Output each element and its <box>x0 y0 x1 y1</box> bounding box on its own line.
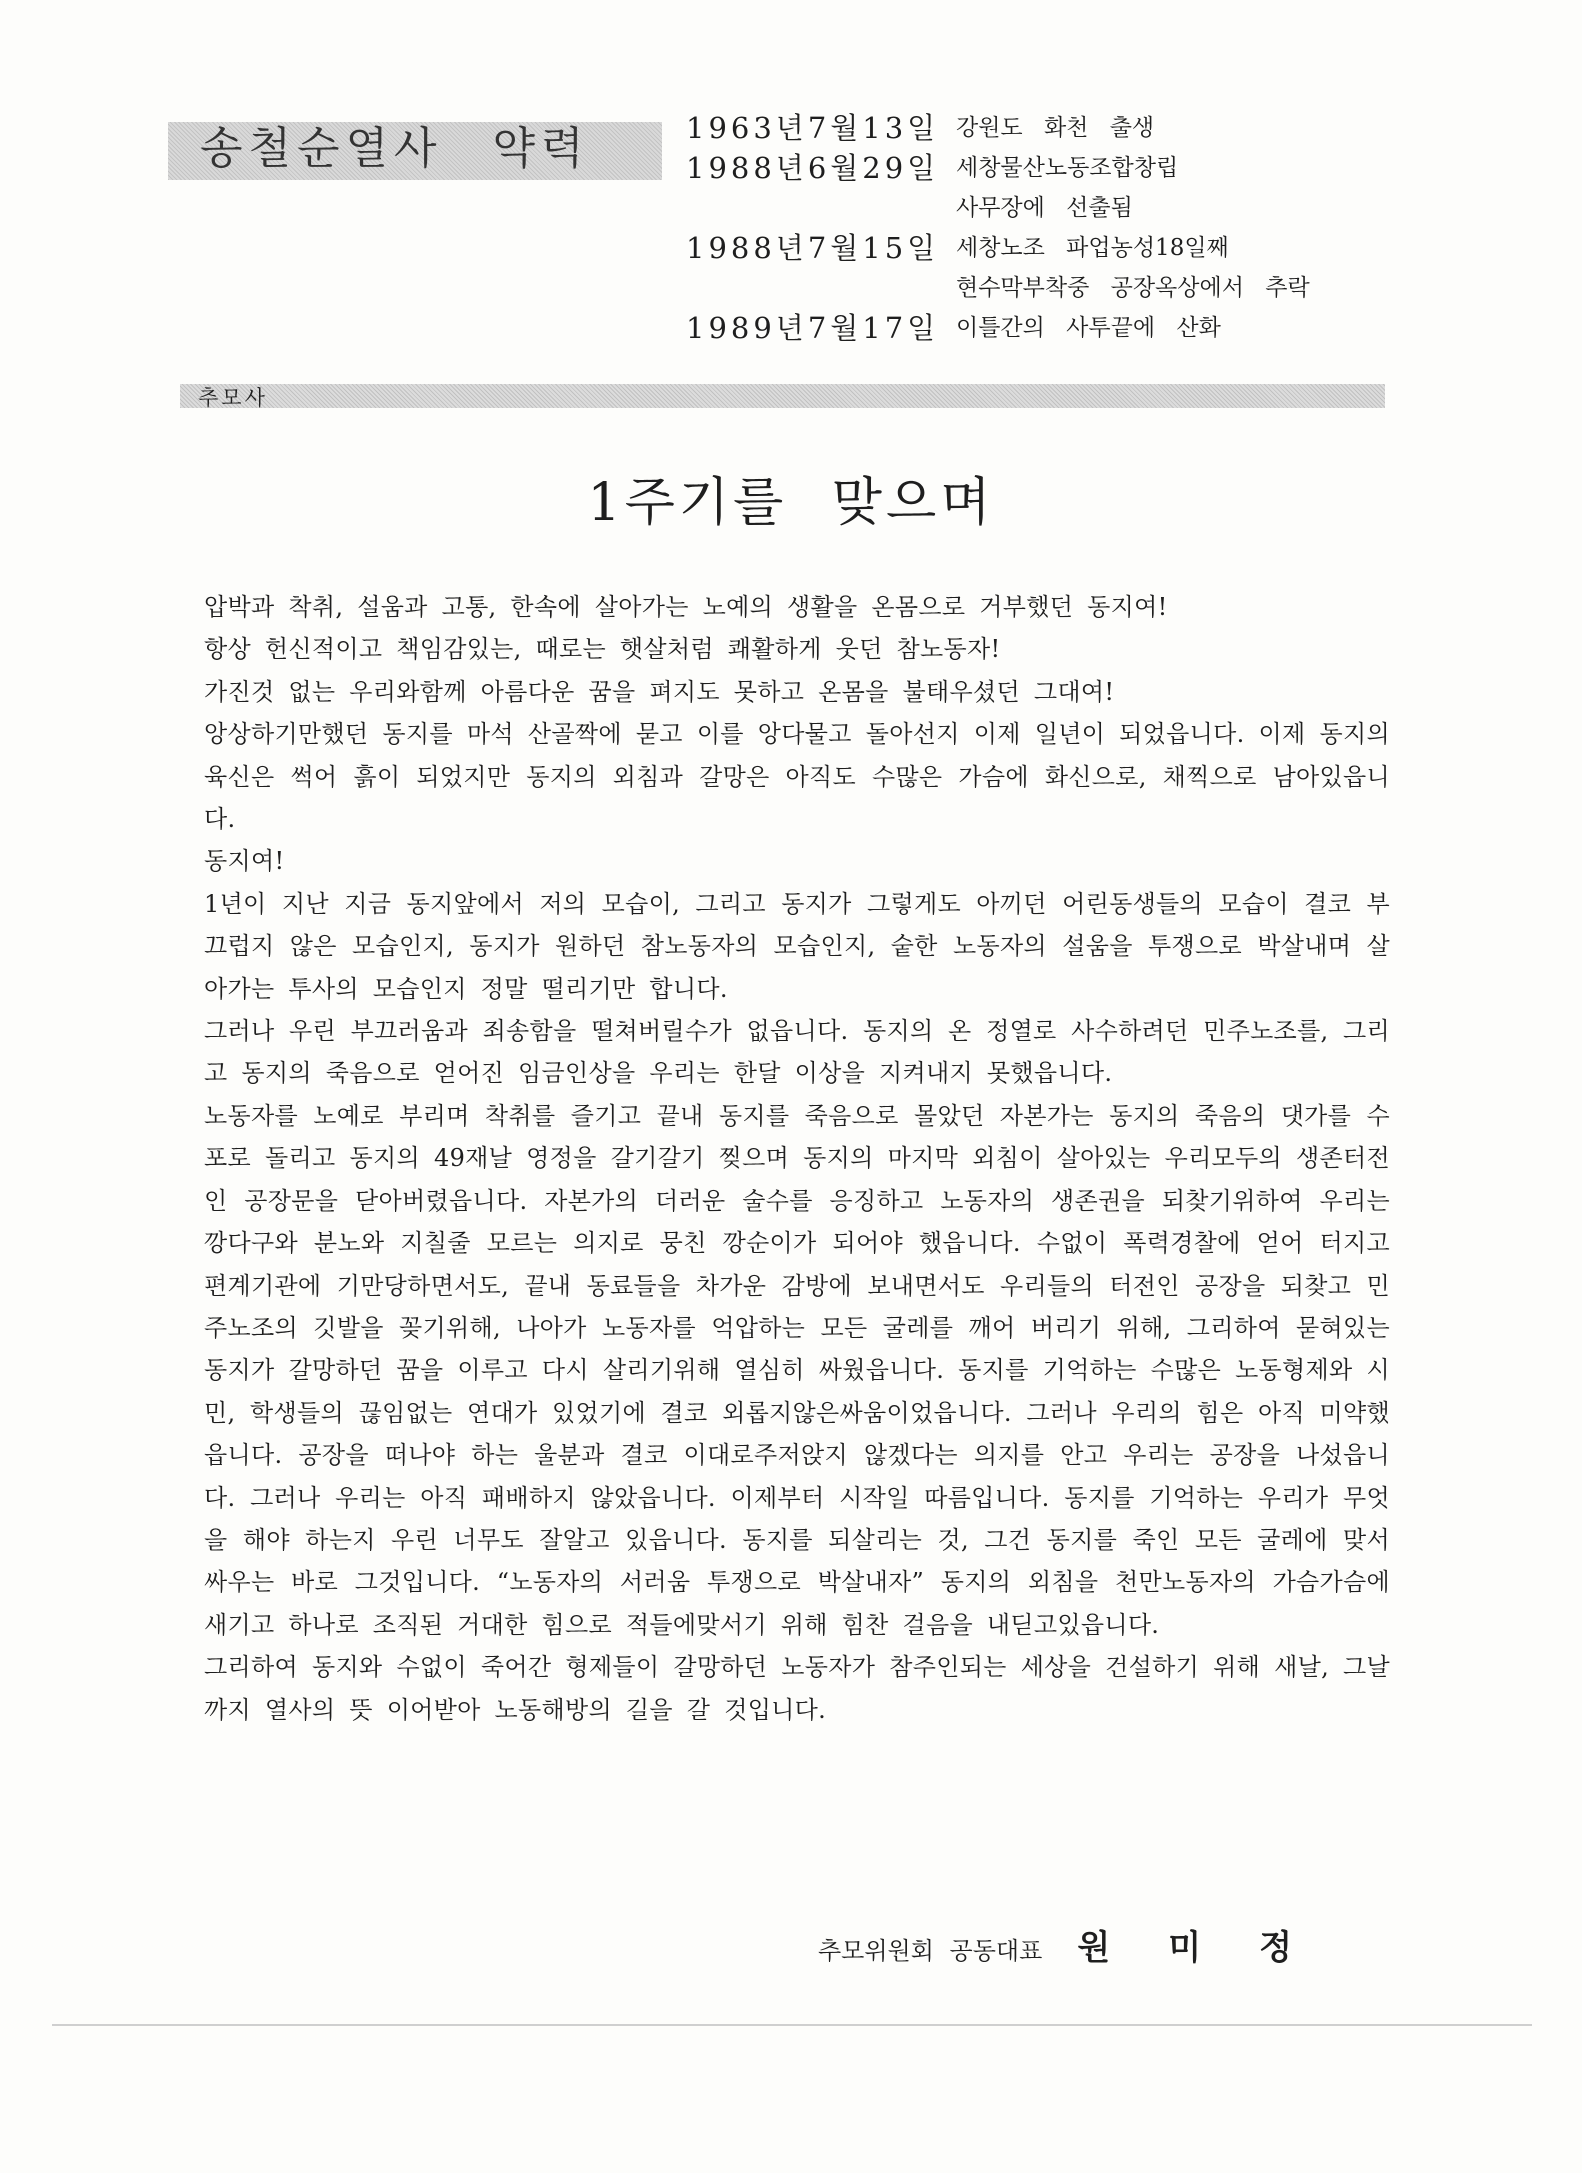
body-paragraph: 그리하여 동지와 수없이 죽어간 형제들이 갈망하던 노동자가 참주인되는 세상을 건설하기 위해 새날, 그날까지 열사의 뜻 이어받아 노동해방의 길을 갈 것입니다. <box>204 1653 1390 1724</box>
signature-block <box>818 1920 1350 1969</box>
body-paragraph: 항상 헌신적이고 책임감있는, 때로는 햇살처럼 쾌활하게 웃던 참노동자! <box>204 635 1001 664</box>
body-paragraph: 동지여! <box>204 847 285 876</box>
bio-title: 송철순열사 약력 <box>200 123 590 174</box>
body-paragraph: 노동자를 노예로 부리며 착취를 즐기고 끝내 동지를 죽음으로 몰았던 자본가는 동지의 죽음의 댓가를 수포로 돌리고 동지의 49재날 영정을 갈기갈기 찢으며 동지의 마지막 외침이 살아있는 우리모두의 생존터전인 공장문을 닫아버렸읍니다. 자본가의 더러운 술수를 응징하고 노동자의 생존권을 되찾기위하여 우리는 깡다구와 분노와 지칠줄 모르는 의지로 뭉친 깡순이가 되어야 했읍니다. 수없이 폭력경찰에 얻어 터지고 편계기관에 기만당하면서도, 끝내 동료들을 차가운 감방에 보내면서도 우리들의 터전인 공장을 되찾고 민주노조의 깃발을 꽂기위해, 나아가 노동자를 억압하는 모든 굴레를 깨어 버리기 위해, 그리하여 묻혀있는 동지가 갈망하던 꿈을 이루고 다시 살리기위해 열심히 싸웠읍니다. 동지를 기억하는 수많은 노동형제와 시민, 학생들의 끊임없는 연대가 있었기에 결코 외롭지않은싸움이었읍니다. 그러나 우리의 힘은 아직 미약했읍니다. 공장을 떠나야 하는 울분과 결코 이대로주저앉지 않겠다는 의지를 안고 우리는 공장을 나섰읍니다. 그러나 우리는 아직 패배하지 않았읍니다. 이제부터 시작일 따름입니다. 동지를 기억하는 우리가 무엇을 해야 하는지 우린 너무도 잘알고 있읍니다. 동지를 되살리는 것, 그건 동지를 죽인 모든 굴레에 맞서 싸우는 바로 그것입니다. “노동자의 서러움 투쟁으로 박살내자” 동지의 외침을 천만노동자의 가슴가슴에 새기고 하나로 조직된 거대한 힘으로 적들에맞서기 위해 힘찬 걸음을 내딛고있읍니다. <box>204 1101 1390 1639</box>
bio-event: 강원도 화천 출생 <box>956 115 1155 141</box>
bio-date: 1988년6월29일 <box>686 151 940 185</box>
body-paragraph: 1년이 지난 지금 동지앞에서 저의 모습이, 그리고 동지가 그렇게도 아끼던 어린동생들의 모습이 결코 부끄럽지 않은 모습인지, 동지가 원하던 참노동자의 모습인지, 숱한 노동자의 설움을 투쟁으로 박살내며 살아가는 투사의 모습인지 정말 떨리기만 합니다. <box>204 889 1390 1003</box>
body-paragraph: 앙상하기만했던 동지를 마석 산골짝에 묻고 이를 앙다물고 돌아선지 이제 일년이 되었읍니다. 이제 동지의 육신은 썩어 흙이 되었지만 동지의 외침과 갈망은 아직도 수많은 가슴에 화신으로, 채찍으로 남아있읍니다. <box>204 720 1390 834</box>
signature-name: 원미정 <box>1077 1928 1350 1968</box>
bio-event: 세창노조 파업농성18일째 <box>956 235 1229 261</box>
bio-event: 세창물산노동조합창립 <box>956 155 1179 181</box>
article-title: 1주기를 맞으며 <box>587 473 995 533</box>
bio-date: 1963년7월13일 <box>686 111 940 145</box>
bio-event: 현수막부착중 공장옥상에서 추락 <box>956 275 1310 301</box>
bio-event: 사무장에 선출됨 <box>956 195 1133 221</box>
bio-event: 이틀간의 사투끝에 산화 <box>956 315 1221 341</box>
section-shading-band <box>180 384 1385 408</box>
body-paragraph: 가진것 없는 우리와함께 아름다운 꿈을 펴지도 못하고 온몸을 불태우셨던 그대여! <box>204 677 1115 706</box>
bio-date: 1989년7월17일 <box>686 311 940 345</box>
article-body <box>204 586 1390 1731</box>
page-edge-divider <box>52 2024 1532 2026</box>
bio-date: 1988년7월15일 <box>686 231 940 265</box>
section-label: 추모사 <box>198 386 268 410</box>
body-paragraph: 압박과 착취, 설움과 고통, 한속에 살아가는 노예의 생활을 온몸으로 거부했던 동지여! <box>204 593 1168 621</box>
body-paragraph: 그러나 우린 부끄러움과 죄송함을 떨쳐버릴수가 없읍니다. 동지의 온 정열로 사수하려던 민주노조를, 그리고 동지의 죽음으로 얻어진 임금인상을 우리는 한달 이상을 지켜내지 못했읍니다. <box>204 1017 1390 1088</box>
signature-organization: 추모위원회 공동대표 <box>818 1937 1043 1965</box>
